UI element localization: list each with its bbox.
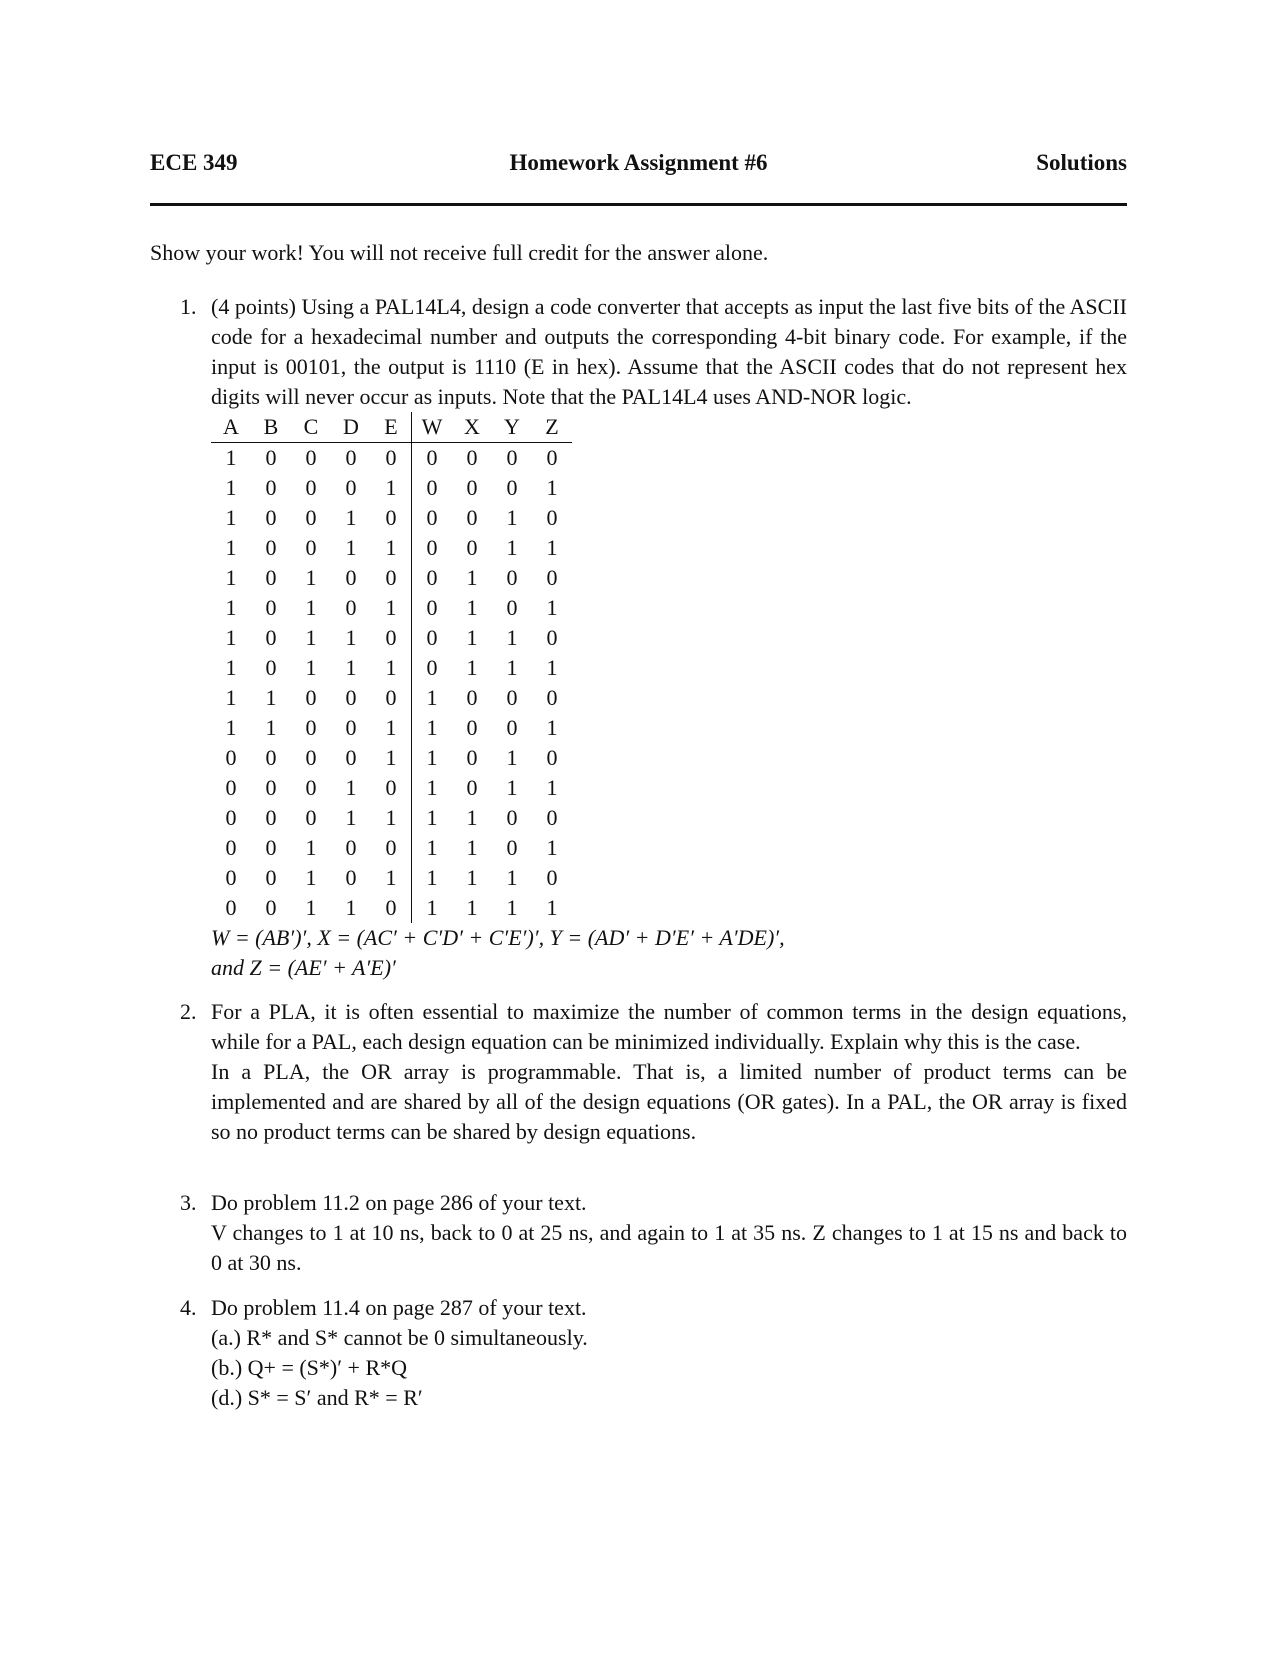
table-cell: 1 xyxy=(466,865,478,890)
table-cell: 1 xyxy=(546,775,558,800)
table-cell: 0 xyxy=(426,655,438,680)
table-cell: 1 xyxy=(265,685,277,710)
table-cell: 0 xyxy=(265,625,277,650)
column-header-D: D xyxy=(331,412,371,443)
table-cell: 0 xyxy=(426,445,438,470)
column-header-B: B xyxy=(251,412,291,443)
solutions-label: Solutions xyxy=(1036,150,1127,175)
table-cell: 0 xyxy=(466,715,478,740)
table-cell: 0 xyxy=(371,833,412,863)
table-cell: 1 xyxy=(546,835,558,860)
table-cell: 0 xyxy=(466,475,478,500)
table-cell: 0 xyxy=(345,565,357,590)
table-cell: 0 xyxy=(345,595,357,620)
table-cell: 1 xyxy=(345,895,357,920)
table-cell: 1 xyxy=(506,655,518,680)
table-cell: 1 xyxy=(305,595,317,620)
table-cell: 1 xyxy=(305,895,317,920)
table-cell: 0 xyxy=(305,685,317,710)
table-cell: 0 xyxy=(265,655,277,680)
table-cell: 1 xyxy=(345,535,357,560)
table-cell: 1 xyxy=(546,595,558,620)
table-cell: 0 xyxy=(345,445,357,470)
truth-table-header xyxy=(211,412,572,443)
table-cell: 1 xyxy=(225,685,237,710)
table-cell: 0 xyxy=(305,445,317,470)
table-cell: 1 xyxy=(345,505,357,530)
table-cell: 1 xyxy=(371,533,412,563)
table-row xyxy=(211,623,572,653)
table-row xyxy=(211,503,572,533)
table-cell: 1 xyxy=(225,625,237,650)
question-prompt: For a PLA, it is often essential to maximize the number of common terms in the design equations, while for a PAL, each design equation can be minimized individually. Explain why this is the case. xyxy=(211,999,1127,1054)
table-cell: 0 xyxy=(265,835,277,860)
table-cell: 1 xyxy=(371,593,412,623)
table-cell: 0 xyxy=(506,595,518,620)
table-cell: 1 xyxy=(305,865,317,890)
table-cell: 0 xyxy=(225,835,237,860)
question-prompt: Do problem 11.4 on page 287 of your text. xyxy=(211,1295,587,1320)
table-cell: 1 xyxy=(546,475,558,500)
table-cell: 1 xyxy=(225,655,237,680)
table-cell: 0 xyxy=(345,685,357,710)
column-header-Z: Z xyxy=(532,412,572,443)
question-number: 2. xyxy=(180,999,197,1024)
table-cell: 1 xyxy=(426,895,438,920)
table-cell: 0 xyxy=(371,563,412,593)
table-cell: 0 xyxy=(371,623,412,653)
page-header xyxy=(150,150,1127,182)
question-number: 3. xyxy=(180,1190,197,1215)
table-cell: 1 xyxy=(305,655,317,680)
table-cell: 0 xyxy=(225,775,237,800)
table-cell: 1 xyxy=(546,715,558,740)
table-cell: 0 xyxy=(506,715,518,740)
table-cell: 0 xyxy=(305,805,317,830)
table-cell: 0 xyxy=(265,535,277,560)
table-cell: 1 xyxy=(305,565,317,590)
table-cell: 0 xyxy=(546,865,558,890)
table-row xyxy=(211,443,572,474)
truth-table-body xyxy=(211,443,572,924)
table-cell: 1 xyxy=(426,865,438,890)
table-cell: 1 xyxy=(506,535,518,560)
table-cell: 1 xyxy=(265,715,277,740)
question-body xyxy=(211,997,1127,1147)
table-cell: 0 xyxy=(265,805,277,830)
table-cell: 0 xyxy=(305,775,317,800)
question-number: 4. xyxy=(180,1295,197,1320)
table-cell: 0 xyxy=(546,505,558,530)
question-number: 1. xyxy=(180,294,197,319)
table-cell: 1 xyxy=(225,445,237,470)
table-cell: 0 xyxy=(466,775,478,800)
table-row xyxy=(211,773,572,803)
table-cell: 0 xyxy=(371,773,412,803)
table-cell: 0 xyxy=(345,475,357,500)
answer-part-b: (b.) Q+ = (S*)′ + R*Q xyxy=(211,1355,408,1380)
table-cell: 1 xyxy=(345,625,357,650)
table-cell: 1 xyxy=(305,625,317,650)
table-cell: 1 xyxy=(371,743,412,773)
table-cell: 0 xyxy=(546,685,558,710)
table-row xyxy=(211,593,572,623)
answer-equations-line2: and Z = (AE′ + A′E)′ xyxy=(211,955,396,980)
table-cell: 1 xyxy=(371,653,412,683)
table-cell: 0 xyxy=(305,535,317,560)
question-body xyxy=(211,292,1127,983)
table-cell: 1 xyxy=(426,835,438,860)
table-cell: 0 xyxy=(305,715,317,740)
course-code: ECE 349 xyxy=(150,150,238,175)
table-cell: 1 xyxy=(371,803,412,833)
column-header-W: W xyxy=(412,412,453,443)
answer-text: In a PLA, the OR array is programmable. That is, a limited number of product terms can be implemented and are shared by all of the design equations (OR gates). In a PAL, the OR array is fixed so no product terms can be shared by design equations. xyxy=(211,1059,1127,1144)
question-prompt: Do problem 11.2 on page 286 of your text. xyxy=(211,1190,587,1215)
table-cell: 1 xyxy=(466,625,478,650)
table-cell: 0 xyxy=(265,565,277,590)
table-cell: 1 xyxy=(466,595,478,620)
answer-part-d: (d.) S* = S′ and R* = R′ xyxy=(211,1385,423,1410)
table-cell: 0 xyxy=(305,475,317,500)
table-cell: 1 xyxy=(345,655,357,680)
column-header-X: X xyxy=(452,412,492,443)
table-cell: 0 xyxy=(426,625,438,650)
table-cell: 0 xyxy=(345,745,357,770)
table-cell: 0 xyxy=(345,865,357,890)
table-cell: 1 xyxy=(371,713,412,743)
table-cell: 1 xyxy=(466,895,478,920)
table-row xyxy=(211,653,572,683)
table-cell: 1 xyxy=(426,745,438,770)
table-cell: 0 xyxy=(371,683,412,713)
table-cell: 1 xyxy=(426,775,438,800)
table-cell: 1 xyxy=(225,595,237,620)
header-rule xyxy=(150,203,1127,206)
table-row xyxy=(211,683,572,713)
table-cell: 0 xyxy=(426,535,438,560)
table-cell: 1 xyxy=(506,775,518,800)
table-cell: 0 xyxy=(225,745,237,770)
column-header-A: A xyxy=(211,412,251,443)
table-cell: 1 xyxy=(225,715,237,740)
table-cell: 0 xyxy=(546,625,558,650)
answer-equations-line1: W = (AB′)′, X = (AC′ + C′D′ + C′E′)′, Y = (AD′ + D′E′ + A′DE)′, xyxy=(211,925,785,950)
table-row xyxy=(211,833,572,863)
table-row xyxy=(211,863,572,893)
table-cell: 1 xyxy=(225,565,237,590)
table-row xyxy=(211,563,572,593)
intro-text: Show your work! You will not receive full credit for the answer alone. xyxy=(150,240,769,265)
table-cell: 0 xyxy=(426,595,438,620)
table-cell: 1 xyxy=(225,475,237,500)
question-body xyxy=(211,1293,1127,1413)
table-cell: 0 xyxy=(546,565,558,590)
column-header-C: C xyxy=(291,412,331,443)
table-cell: 0 xyxy=(225,895,237,920)
answer-part-a: (a.) R* and S* cannot be 0 simultaneously. xyxy=(211,1325,588,1350)
table-cell: 1 xyxy=(426,685,438,710)
table-row xyxy=(211,533,572,563)
table-cell: 0 xyxy=(506,805,518,830)
table-row xyxy=(211,743,572,773)
table-cell: 1 xyxy=(546,535,558,560)
truth-table xyxy=(211,412,572,923)
column-header-Y: Y xyxy=(492,412,532,443)
table-cell: 1 xyxy=(305,835,317,860)
table-cell: 1 xyxy=(466,565,478,590)
table-cell: 0 xyxy=(426,475,438,500)
table-cell: 0 xyxy=(506,445,518,470)
table-cell: 0 xyxy=(265,445,277,470)
table-cell: 1 xyxy=(466,655,478,680)
table-cell: 0 xyxy=(305,745,317,770)
table-cell: 1 xyxy=(371,863,412,893)
table-cell: 1 xyxy=(466,835,478,860)
table-cell: 1 xyxy=(506,505,518,530)
question-body xyxy=(211,1188,1127,1278)
table-cell: 0 xyxy=(305,505,317,530)
table-cell: 0 xyxy=(371,503,412,533)
table-cell: 0 xyxy=(466,685,478,710)
table-cell: 1 xyxy=(225,505,237,530)
table-cell: 0 xyxy=(546,805,558,830)
table-cell: 0 xyxy=(345,835,357,860)
table-cell: 1 xyxy=(506,895,518,920)
table-cell: 1 xyxy=(426,715,438,740)
table-cell: 0 xyxy=(466,505,478,530)
table-cell: 1 xyxy=(345,805,357,830)
table-cell: 1 xyxy=(506,625,518,650)
table-cell: 0 xyxy=(265,895,277,920)
table-cell: 1 xyxy=(506,865,518,890)
table-cell: 0 xyxy=(506,685,518,710)
table-cell: 0 xyxy=(225,865,237,890)
table-cell: 0 xyxy=(546,745,558,770)
table-cell: 1 xyxy=(371,473,412,503)
table-cell: 0 xyxy=(265,745,277,770)
table-cell: 0 xyxy=(345,715,357,740)
table-cell: 0 xyxy=(506,565,518,590)
table-cell: 1 xyxy=(546,895,558,920)
table-cell: 0 xyxy=(265,595,277,620)
table-row xyxy=(211,473,572,503)
column-header-E: E xyxy=(371,412,412,443)
assignment-title: Homework Assignment #6 xyxy=(509,150,768,175)
table-row xyxy=(211,713,572,743)
table-cell: 0 xyxy=(426,505,438,530)
table-cell: 0 xyxy=(371,443,412,474)
table-cell: 0 xyxy=(265,475,277,500)
table-row xyxy=(211,893,572,923)
answer-text: V changes to 1 at 10 ns, back to 0 at 25 ns, and again to 1 at 35 ns. Z changes to 1 at 15 ns and back to 0 at 30 ns. xyxy=(211,1220,1127,1275)
table-cell: 0 xyxy=(506,475,518,500)
table-cell: 0 xyxy=(466,535,478,560)
table-cell: 1 xyxy=(466,805,478,830)
table-cell: 0 xyxy=(225,805,237,830)
table-cell: 0 xyxy=(506,835,518,860)
table-cell: 0 xyxy=(371,893,412,923)
table-cell: 1 xyxy=(426,805,438,830)
table-row xyxy=(211,803,572,833)
table-cell: 0 xyxy=(466,745,478,770)
table-cell: 0 xyxy=(466,445,478,470)
table-cell: 0 xyxy=(265,865,277,890)
table-cell: 0 xyxy=(546,445,558,470)
table-cell: 0 xyxy=(426,565,438,590)
table-cell: 1 xyxy=(546,655,558,680)
question-prompt: (4 points) Using a PAL14L4, design a code converter that accepts as input the last five bits of the ASCII code for a hexadecimal number and outputs the corresponding 4-bit binary code. For example, if the input is 00101, the output is 1110 (E in hex). Assume that the ASCII codes that do not represent hex digits will never occur as inputs. Note that the PAL14L4 uses AND-NOR logic. xyxy=(211,294,1127,409)
table-cell: 1 xyxy=(225,535,237,560)
table-cell: 1 xyxy=(345,775,357,800)
table-cell: 0 xyxy=(265,505,277,530)
table-cell: 0 xyxy=(265,775,277,800)
table-cell: 1 xyxy=(506,745,518,770)
